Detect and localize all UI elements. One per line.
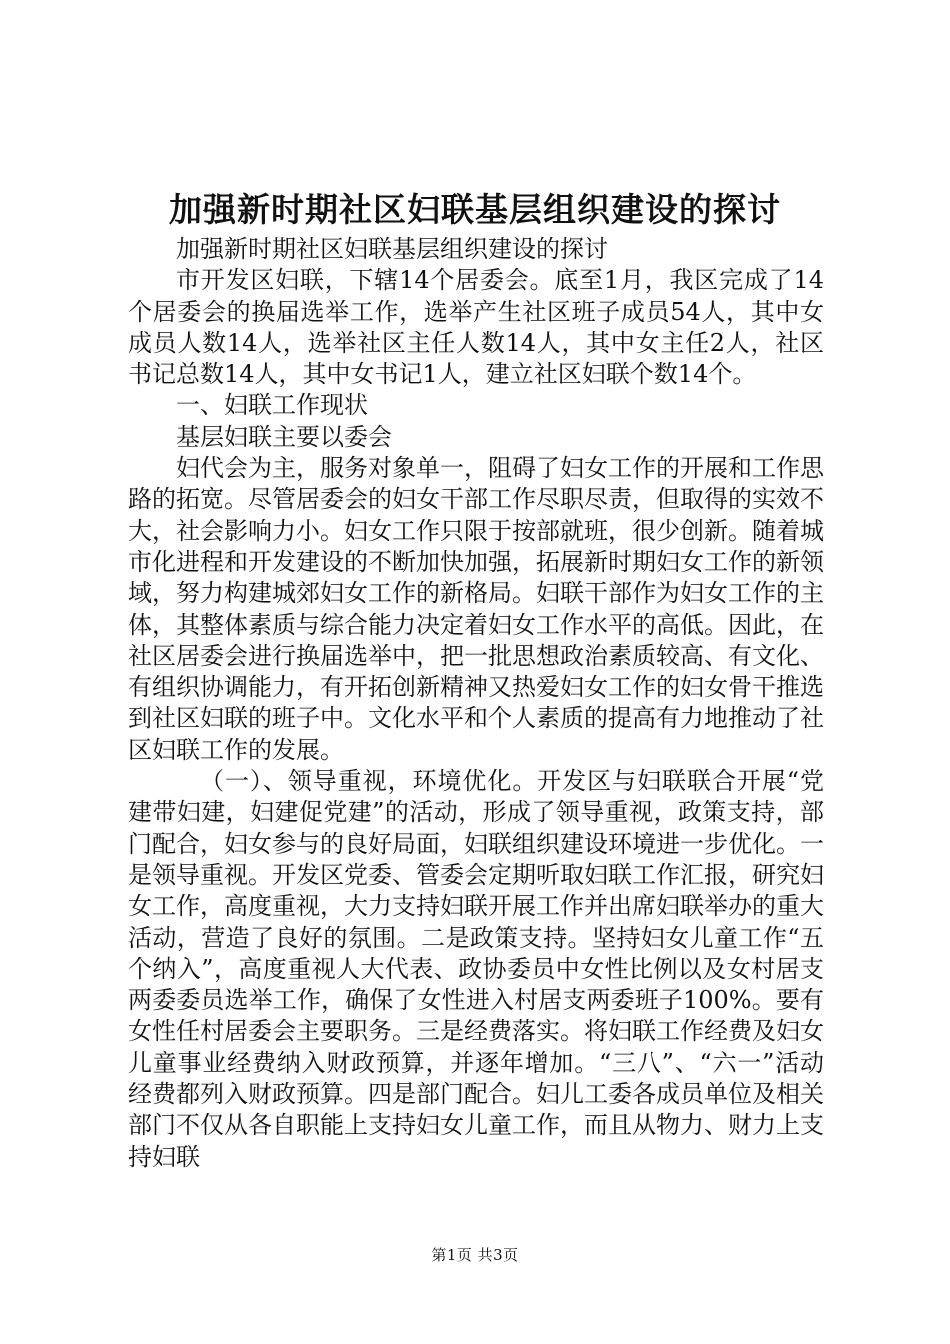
document-body (128, 234, 824, 1173)
body-paragraph: 市开发区妇联，下辖14个居委会。底至1月，我区完成了14个居委会的换届选举工作，选举产生社区班子成员54人，其中女成员人数14人，选举社区主任人数14人，其中女主任2人，社区书记总数14人，其中女书记1人，建立社区妇联个数14个。 (128, 266, 824, 389)
page-footer: 第1页 共3页 (431, 1246, 519, 1264)
section-heading: 一、妇联工作现状 (176, 391, 368, 420)
body-paragraph: （一）、领导重视，环境优化。开发区与妇联联合开展“党建带妇建，妇建促党建”的活动，形成了领导重视，政策支持，部门配合，妇女参与的良好局面，妇联组织建设环境进一步优化。一是领导重视。开发区党委、管委会定期听取妇联工作汇报，研究妇女工作，高度重视，大力支持妇联开展工作并出席妇联举办的重大活动，营造了良好的氛围。二是政策支持。坚持妇女儿童工作“五个纳入”，高度重视人大代表、政协委员中女性比例以及女村居支两委委员选举工作，确保了女性进入村居支两委班子100%。要有女性任村居委会主要职务。三是经费落实。将妇联工作经费及妇女儿童事业经费纳入财政预算，并逐年增加。“三八”、“六一”活动经费都列入财政预算。四是部门配合。妇儿工委各成员单位及相关部门不仅从各自职能上支持妇女儿童工作，而且从物力、财力上支持妇联 (128, 767, 824, 1171)
document-title: 加强新时期社区妇联基层组织建设的探讨 (169, 190, 781, 229)
body-paragraph: 基层妇联主要以委会 (176, 422, 392, 451)
body-paragraph: 加强新时期社区妇联基层组织建设的探讨 (176, 235, 608, 263)
body-paragraph: 妇代会为主，服务对象单一，阻碍了妇女工作的开展和工作思路的拓宽。尽管居委会的妇女干部工作尽职尽责，但取得的实效不大，社会影响力小。妇女工作只限于按部就班，很少创新。随着城市化进程和开发建设的不断加快加强，拓展新时期妇女工作的新领域，努力构建城郊妇女工作的新格局。妇联干部作为妇女工作的主体，其整体素质与综合能力决定着妇女工作水平的高低。因此，在社区居委会进行换届选举中，把一批思想政治素质较高、有文化、有组织协调能力，有开拓创新精神又热爱妇女工作的妇女骨干推选到社区妇联的班子中。文化水平和个人素质的提高有力地推动了社区妇联工作的发展。 (128, 454, 824, 764)
